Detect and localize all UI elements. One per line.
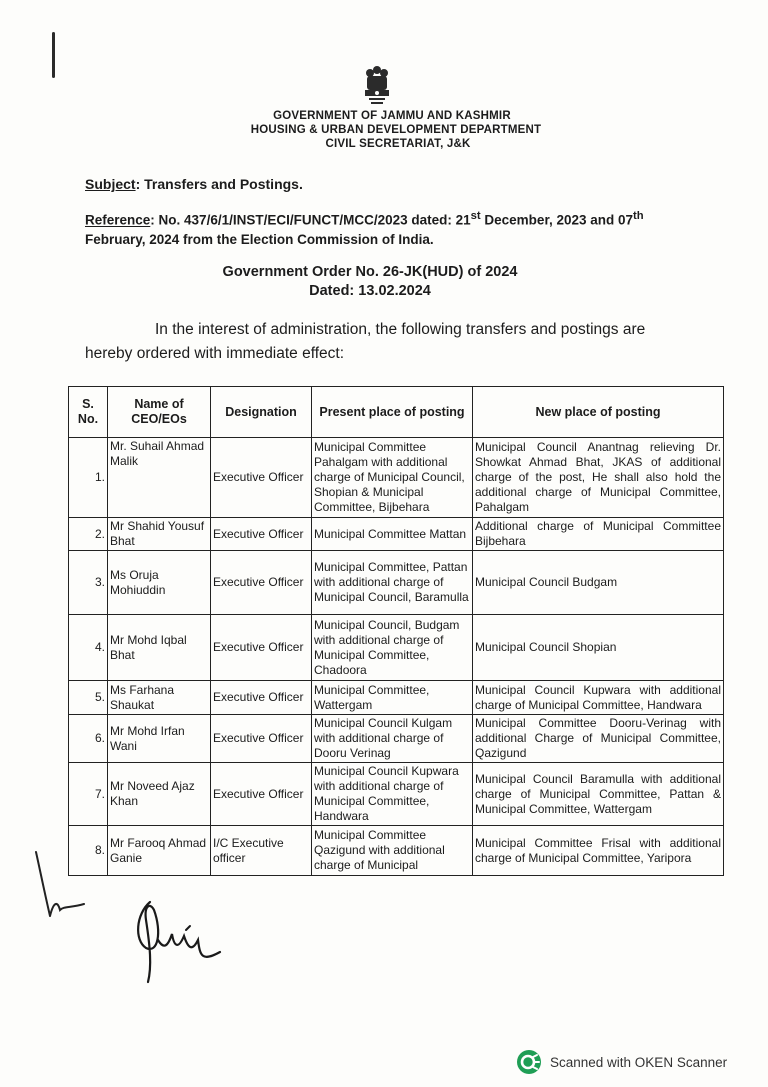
order-date: Dated: 13.02.2024 bbox=[309, 283, 431, 299]
cell-sno: 4. bbox=[69, 615, 108, 681]
margin-mark bbox=[52, 32, 55, 78]
cell-new: Additional charge of Municipal Committee Bijbehara bbox=[473, 518, 724, 551]
col-header-sno: S. No. bbox=[69, 387, 108, 438]
cell-name: Ms Farhana Shaukat bbox=[108, 681, 211, 715]
cell-sno: 2. bbox=[69, 518, 108, 551]
cell-present: Municipal Council, Budgam with additional charge of Municipal Committee, Chadoora bbox=[312, 615, 473, 681]
scanner-footer bbox=[516, 1049, 727, 1075]
cell-designation: Executive Officer bbox=[211, 438, 312, 518]
cell-designation: Executive Officer bbox=[211, 763, 312, 826]
cell-new: Municipal Council Anantnag relieving Dr. Showkat Ahmad Bhat, JKAS of additional charge of the post, He shall also hold the additional charge of Municipal Committee, Pahalgam bbox=[473, 438, 724, 518]
reference-label: Reference bbox=[85, 212, 151, 228]
reference-text-b: December, 2023 and 07 bbox=[480, 212, 633, 228]
order-number: Government Order No. 26-JK(HUD) of 2024 bbox=[222, 264, 518, 280]
cell-present: Municipal Council Kupwara with additional charge of Municipal Committee, Handwara bbox=[312, 763, 473, 826]
cell-designation: Executive Officer bbox=[211, 681, 312, 715]
cell-sno: 8. bbox=[69, 826, 108, 876]
oken-scanner-icon bbox=[516, 1049, 542, 1075]
cell-designation: Executive Officer bbox=[211, 615, 312, 681]
cell-name: Mr. Suhail Ahmad Malik bbox=[108, 438, 211, 518]
reference-sup-b: th bbox=[633, 210, 644, 222]
cell-present: Municipal Committee, Wattergam bbox=[312, 681, 473, 715]
cell-sno: 7. bbox=[69, 763, 108, 826]
cell-sno: 5. bbox=[69, 681, 108, 715]
cell-name: Ms Oruja Mohiuddin bbox=[108, 551, 211, 615]
subject-label: Subject bbox=[85, 176, 136, 192]
order-block bbox=[195, 263, 545, 301]
cell-designation: Executive Officer bbox=[211, 551, 312, 615]
state-emblem-icon bbox=[360, 64, 394, 106]
table-row bbox=[69, 438, 724, 518]
cell-new: Municipal Committee Dooru-Verinag with additional Charge of Municipal Committee, Qazigund bbox=[473, 715, 724, 763]
col-header-designation: Designation bbox=[211, 387, 312, 438]
cell-new: Municipal Council Kupwara with additional charge of Municipal Committee, Handwara bbox=[473, 681, 724, 715]
table-row bbox=[69, 518, 724, 551]
col-header-present: Present place of posting bbox=[312, 387, 473, 438]
col-header-new: New place of posting bbox=[473, 387, 724, 438]
cell-present: Municipal Committee, Pattan with additional charge of Municipal Council, Baramulla bbox=[312, 551, 473, 615]
cell-designation: Executive Officer bbox=[211, 715, 312, 763]
reference-line: Reference: No. 437/6/1/INST/ECI/FUNCT/MCC/2023 dated: 21st December, 2023 and 07th February, 2024 from the Election Commission of India. bbox=[85, 210, 644, 247]
header-government: GOVERNMENT OF JAMMU AND KASHMIR bbox=[273, 110, 511, 122]
table-header-row bbox=[69, 387, 724, 438]
reference-text-a: No. 437/6/1/INST/ECI/FUNCT/MCC/2023 dated: 21 bbox=[158, 212, 471, 228]
cell-name: Mr Mohd Iqbal Bhat bbox=[108, 615, 211, 681]
table-row bbox=[69, 763, 724, 826]
cell-present: Municipal Council Kulgam with additional charge of Dooru Verinag bbox=[312, 715, 473, 763]
scanner-text: Scanned with OKEN Scanner bbox=[550, 1054, 728, 1070]
table-row bbox=[69, 551, 724, 615]
cell-designation: I/C Executive officer bbox=[211, 826, 312, 876]
intro-paragraph: In the interest of administration, the following transfers and postings are hereby ordered with immediate effect: bbox=[85, 321, 646, 362]
cell-present: Municipal Committee Mattan bbox=[312, 518, 473, 551]
cell-name: Mr Farooq Ahmad Ganie bbox=[108, 826, 211, 876]
reference-text-c: February, 2024 from the Election Commission of India. bbox=[85, 231, 434, 247]
table-row bbox=[69, 681, 724, 715]
cell-new: Municipal Council Budgam bbox=[473, 551, 724, 615]
cell-sno: 6. bbox=[69, 715, 108, 763]
cell-name: Mr Noveed Ajaz Khan bbox=[108, 763, 211, 826]
table-row bbox=[69, 615, 724, 681]
cell-name: Mr Mohd Irfan Wani bbox=[108, 715, 211, 763]
cell-sno: 3. bbox=[69, 551, 108, 615]
postings-table bbox=[68, 386, 724, 876]
cell-new: Municipal Council Baramulla with additional charge of Municipal Committee, Pattan & Municipal Committee, Wattergam bbox=[473, 763, 724, 826]
cell-name: Mr Shahid Yousuf Bhat bbox=[108, 518, 211, 551]
subject-line: Subject: Transfers and Postings. bbox=[85, 176, 303, 192]
subject-text: Transfers and Postings. bbox=[144, 176, 303, 192]
table-row bbox=[69, 826, 724, 876]
cell-present: Municipal Committee Pahalgam with additional charge of Municipal Council, Shopian & Municipal Committee, Bijbehara bbox=[312, 438, 473, 518]
header-department: HOUSING & URBAN DEVELOPMENT DEPARTMENT bbox=[250, 124, 542, 136]
reference-sup-a: st bbox=[470, 210, 481, 222]
cell-designation: Executive Officer bbox=[211, 518, 312, 551]
initial-mark bbox=[30, 850, 90, 922]
cell-new: Municipal Committee Frisal with additional charge of Municipal Committee, Yaripora bbox=[473, 826, 724, 876]
cell-new: Municipal Council Shopian bbox=[473, 615, 724, 681]
table-row bbox=[69, 715, 724, 763]
cell-present: Municipal Committee Qazigund with additional charge of Municipal bbox=[312, 826, 473, 876]
cell-sno: 1. bbox=[69, 438, 108, 518]
col-header-name: Name of CEO/EOs bbox=[108, 387, 211, 438]
handwritten-signature bbox=[128, 896, 228, 986]
header-secretariat: CIVIL SECRETARIAT, J&K bbox=[325, 138, 471, 150]
